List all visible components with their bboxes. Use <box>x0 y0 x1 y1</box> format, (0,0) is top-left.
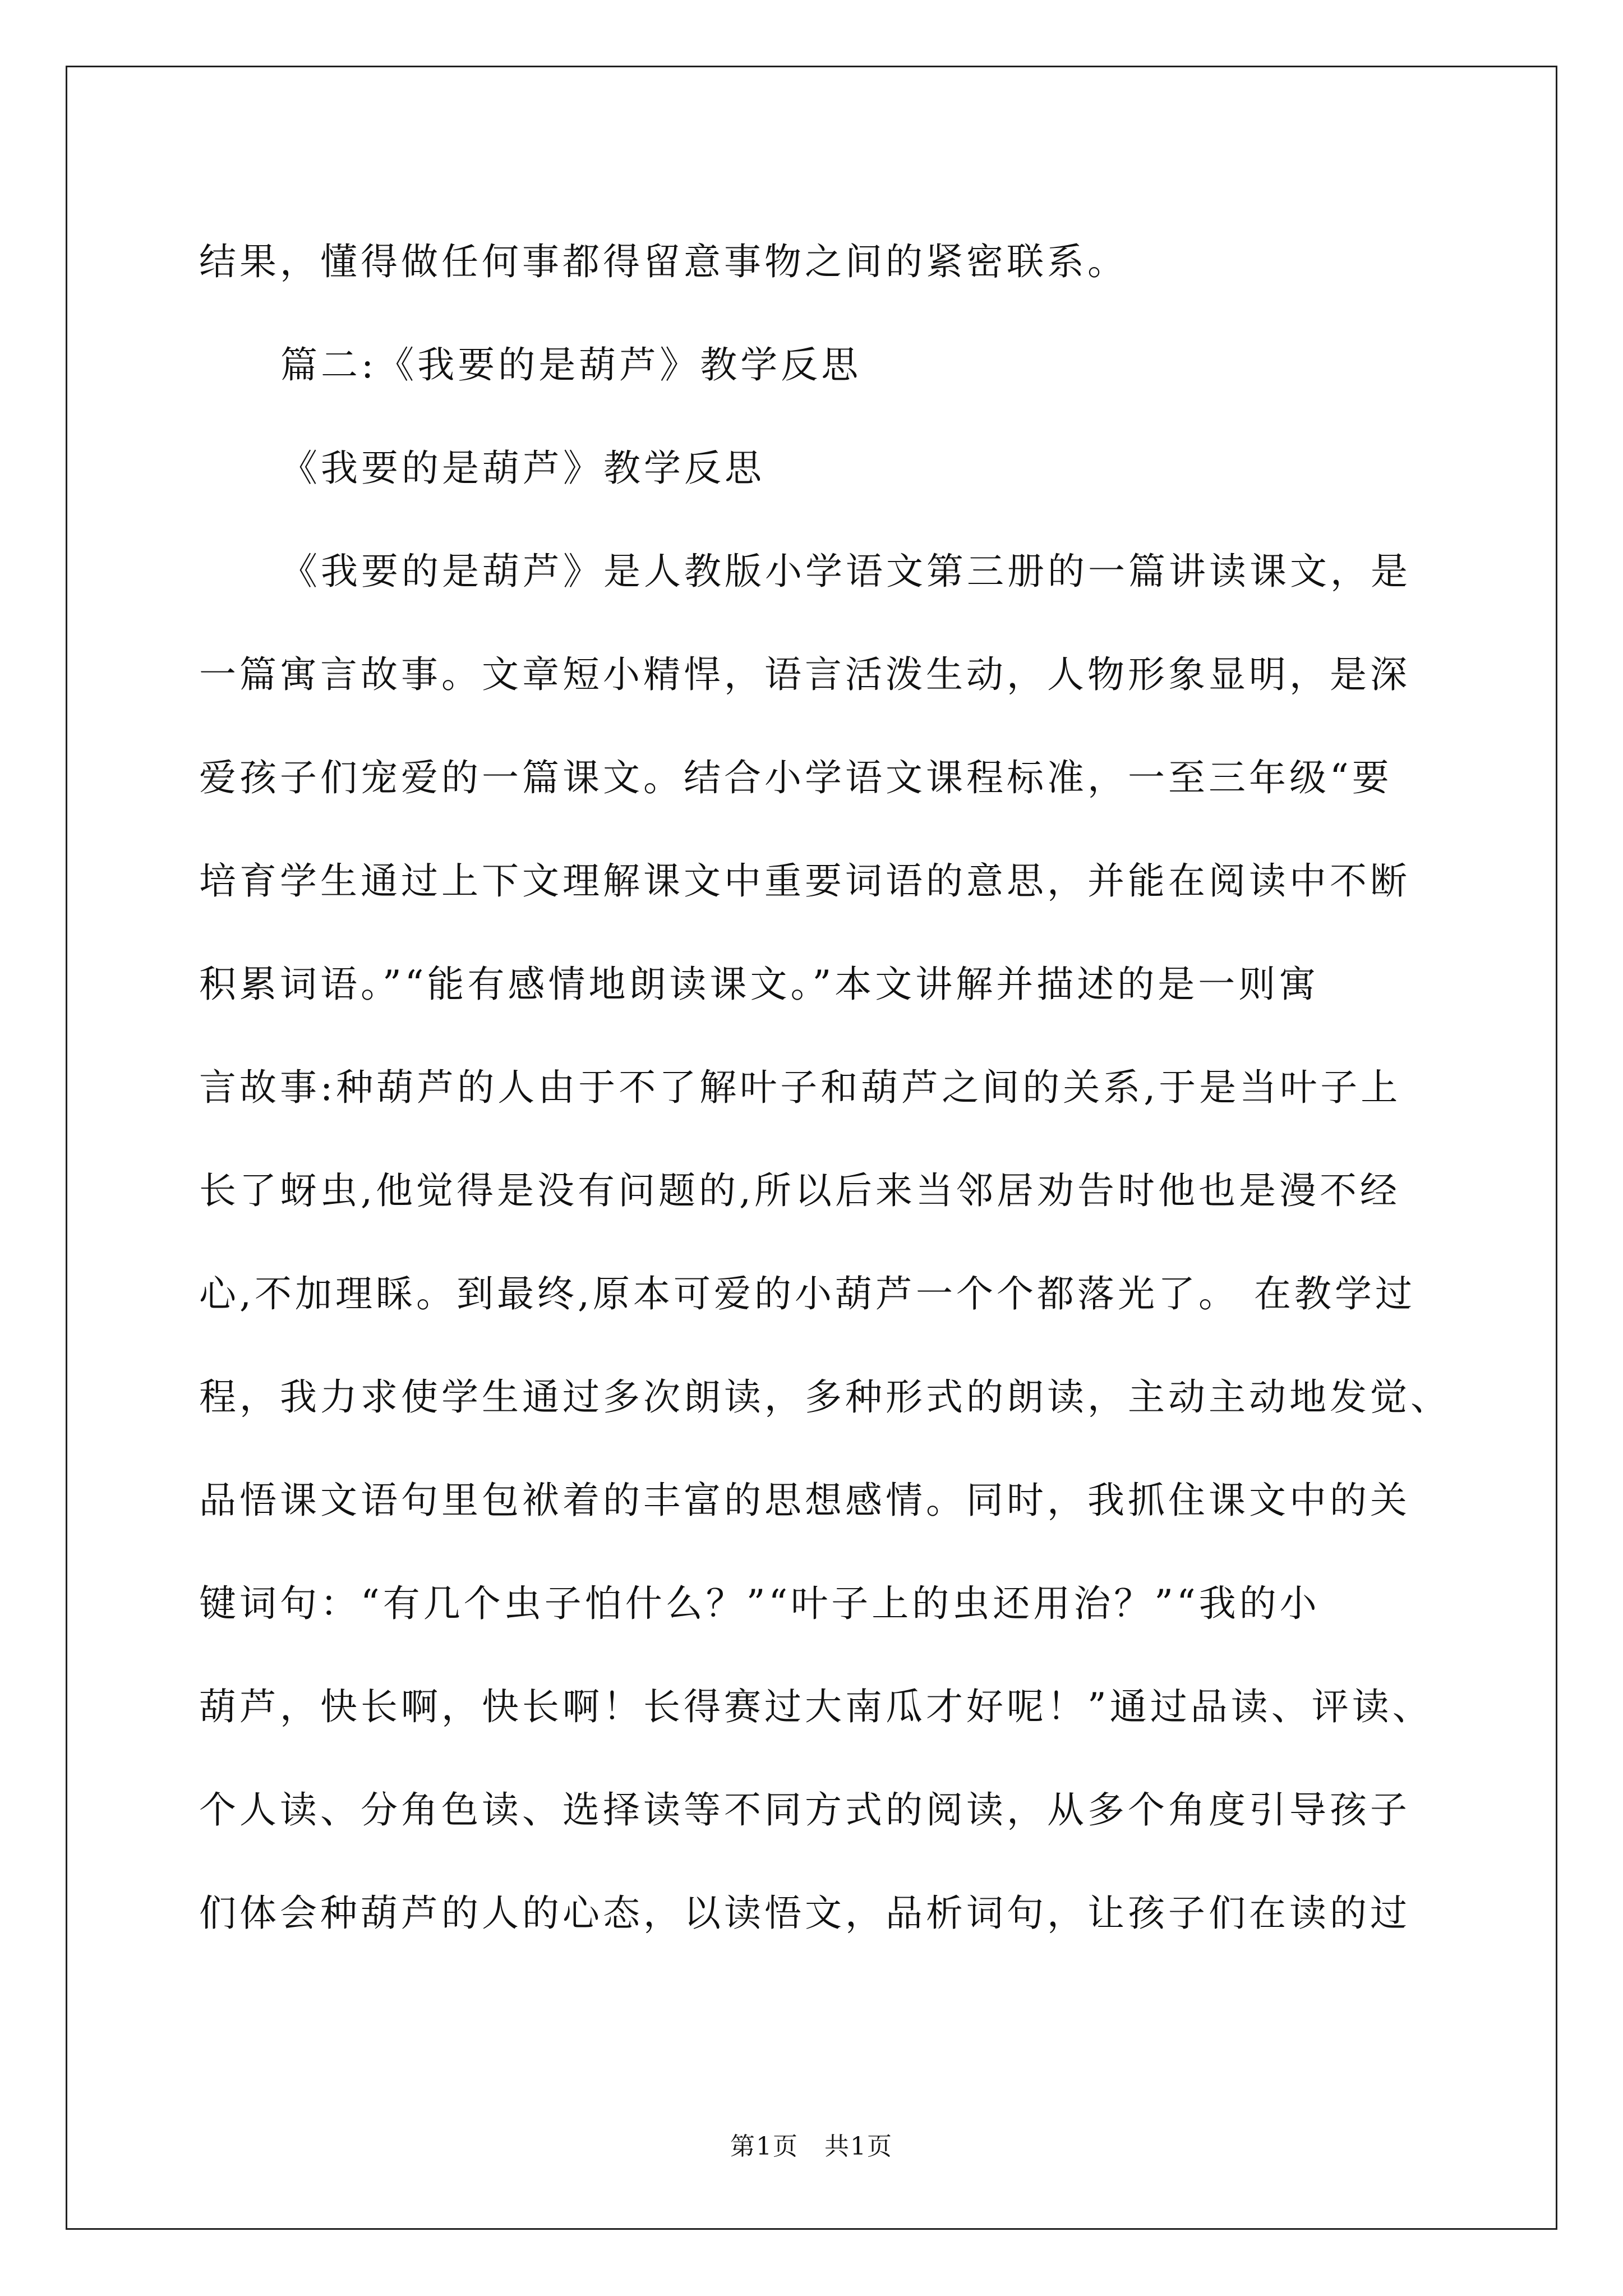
text-line-14: 键词句：“有几个虫子怕什么？”“叶子上的虫还用治？”“我的小 <box>199 1582 1320 1625</box>
section-heading: 篇二:《我要的是葫芦》教学反思 <box>280 343 862 386</box>
text-line-15: 葫芦，快长啊，快长啊！长得赛过大南瓜才好呢！”通过品读、评读、 <box>199 1685 1433 1728</box>
document-body <box>199 210 1451 1965</box>
text-line-13: 品悟课文语句里包袱着的丰富的思想感情。同时，我抓住课文中的关 <box>199 1479 1410 1522</box>
text-line-8: 积累词语。”“能有感情地朗读课文。”本文讲解并描述的是一则寓 <box>199 963 1320 1006</box>
text-line-12: 程，我力求使学生通过多次朗读，多种形式的朗读，主动主动地发觉、 <box>199 1375 1451 1419</box>
text-line-10: 长了蚜虫,他觉得是没有问题的,所以后来当邻居劝告时他也是漫不经 <box>199 1169 1400 1212</box>
text-line-5: 一篇寓言故事。文章短小精悍，语言活泼生动，人物形象显明，是深 <box>199 653 1410 696</box>
text-line-7: 培育学生通过上下文理解课文中重要词语的意思，并能在阅读中不断 <box>199 859 1410 903</box>
text-line-4: 《我要的是葫芦》是人教版小学语文第三册的一篇讲读课文，是 <box>280 550 1411 593</box>
page-number-footer: 第1页 共1页 <box>730 2132 893 2161</box>
article-title: 《我要的是葫芦》教学反思 <box>280 447 765 490</box>
text-line-6: 爱孩子们宠爱的一篇课文。结合小学语文课程标准，一至三年级“要 <box>199 756 1393 799</box>
text-line-17: 们体会种葫芦的人的心态，以读悟文，品析词句，让孩子们在读的过 <box>199 1892 1410 1935</box>
text-line-16: 个人读、分角色读、选择读等不同方式的阅读，从多个角度引导孩子 <box>199 1788 1410 1832</box>
text-line-1: 结果，懂得做任何事都得留意事物之间的紧密联系。 <box>199 240 1128 283</box>
text-line-11: 心,不加理睬。到最终,原本可爱的小葫芦一个个都落光了。 在教学过 <box>199 1272 1415 1315</box>
text-line-9: 言故事:种葫芦的人由于不了解叶子和葫芦之间的关系,于是当叶子上 <box>199 1066 1401 1109</box>
